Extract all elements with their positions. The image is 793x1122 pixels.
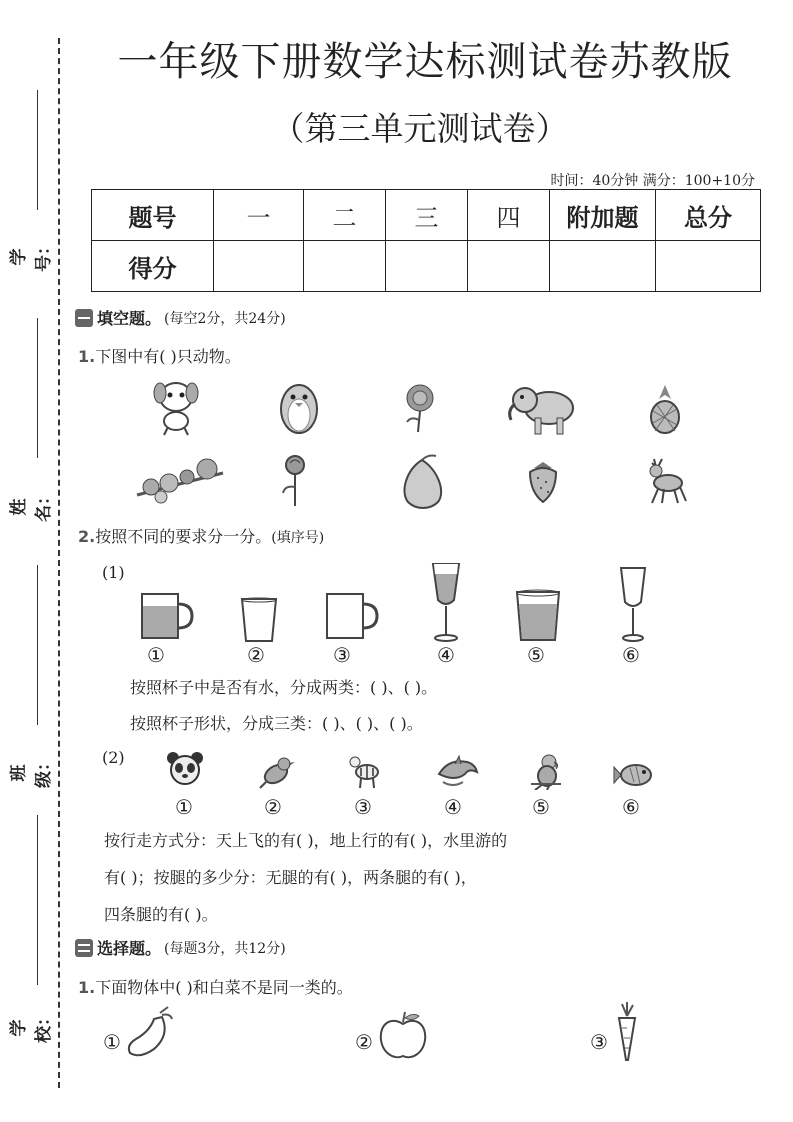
cup-label: ③ — [333, 643, 351, 667]
animal-sort-line-1: 按行走方式分：天上飞的有( )，地上行的有( )，水里游的 — [104, 831, 508, 850]
animal-label: ④ — [444, 795, 462, 819]
section1-title: 填空题。 — [97, 309, 162, 328]
cup-label: ⑥ — [622, 643, 640, 667]
option-1-label[interactable]: ① — [103, 1030, 121, 1054]
cup-label: ② — [247, 643, 265, 667]
question-2-1 — [78, 975, 353, 998]
score-table — [91, 189, 761, 292]
section1-note: (每空2分，共24分) — [164, 310, 286, 327]
score-cell[interactable] — [386, 241, 468, 292]
wine-glass-empty-icon — [618, 564, 648, 642]
cup-sort-line-1: 按照杯子中是否有水，分成两类：( )、( )。 — [130, 678, 438, 697]
section-two-icon — [75, 939, 93, 957]
part-1-label: (1) — [102, 563, 125, 582]
fish-icon — [612, 760, 656, 790]
option-2-label[interactable]: ② — [355, 1030, 373, 1054]
score-row-label: 得分 — [92, 241, 214, 292]
deer-icon — [640, 455, 688, 507]
score-header-cell: 附加题 — [550, 190, 656, 241]
score-header-cell: 四 — [468, 190, 550, 241]
school-label: 学校： — [9, 1009, 54, 1043]
elephant-icon — [505, 380, 580, 438]
exam-meta: 时间：40分钟 满分：100+10分 — [550, 173, 755, 189]
score-table-score-row — [92, 241, 761, 292]
score-header-cell: 题号 — [92, 190, 214, 241]
penguin-icon — [275, 377, 323, 437]
section2-heading — [75, 936, 286, 959]
question-1-2 — [78, 524, 324, 547]
pomelo-icon — [398, 452, 446, 510]
section1-heading — [75, 306, 286, 329]
score-table-header-row — [92, 190, 761, 241]
question-text: 下面物体中( )和白菜不是同一类的。 — [95, 978, 353, 997]
strawberry-icon — [526, 458, 560, 504]
parrot-icon — [527, 752, 565, 790]
question-text: 按照不同的要求分一分。 — [95, 527, 272, 546]
puppy-icon — [150, 375, 202, 437]
binding-dashed-line — [58, 38, 60, 1088]
plain-glass-with-water-icon — [515, 588, 561, 642]
question-1-1 — [78, 344, 241, 367]
score-cell[interactable] — [468, 241, 550, 292]
animal-label: ① — [175, 795, 193, 819]
animal-label: ⑤ — [532, 795, 550, 819]
animal-sort-line-2: 有( )；按腿的多少分：无腿的有( )，两条腿的有( )， — [104, 868, 477, 887]
option-3-label[interactable]: ③ — [590, 1030, 608, 1054]
mug-empty-icon — [325, 590, 380, 642]
zebra-icon — [347, 752, 383, 790]
apple-icon — [377, 1010, 429, 1062]
animal-label: ② — [264, 795, 282, 819]
pineapple-icon — [645, 383, 685, 435]
eggplant-icon — [124, 1005, 176, 1061]
class-label: 班级： — [9, 754, 54, 788]
score-cell[interactable] — [214, 241, 304, 292]
student-no-line — [37, 90, 38, 210]
question-number: 2. — [78, 527, 96, 546]
animal-label: ⑥ — [622, 795, 640, 819]
plain-glass-empty-icon — [240, 597, 278, 643]
question-text: 下图中有( )只动物。 — [95, 347, 241, 366]
animal-label: ③ — [354, 795, 372, 819]
student-no-label: 学号： — [9, 238, 54, 272]
score-cell[interactable] — [656, 241, 761, 292]
section2-note: (每题3分，共12分) — [164, 940, 286, 957]
name-label: 姓名： — [9, 488, 54, 522]
cup-label: ① — [147, 643, 165, 667]
wine-glass-with-water-icon — [430, 560, 462, 642]
score-header-cell: 三 — [386, 190, 468, 241]
bird-icon — [258, 752, 296, 790]
cup-label: ⑤ — [527, 643, 545, 667]
animal-sort-line-3: 四条腿的有( )。 — [104, 905, 218, 924]
section2-title: 选择题。 — [97, 939, 162, 958]
part-2-label: (2) — [102, 748, 125, 767]
score-header-cell: 总分 — [656, 190, 761, 241]
flowering-branch-icon — [135, 455, 225, 505]
page-subtitle: （第三单元测试卷） — [271, 109, 569, 148]
question-number: 1. — [78, 978, 96, 997]
score-cell[interactable] — [304, 241, 386, 292]
rose-icon — [280, 453, 310, 508]
page-title: 一年级下册数学达标测试卷苏教版 — [117, 39, 733, 85]
mug-with-water-icon — [140, 590, 195, 642]
carnation-flower-icon — [400, 382, 440, 434]
score-cell[interactable] — [550, 241, 656, 292]
school-line — [37, 815, 38, 985]
dolphin-icon — [435, 752, 479, 790]
cup-label: ④ — [437, 643, 455, 667]
section-one-icon — [75, 309, 93, 327]
question-note: (填序号) — [271, 530, 325, 546]
name-line — [37, 318, 38, 458]
carrot-icon — [612, 1002, 642, 1062]
cup-sort-line-2: 按照杯子形状，分成三类：( )、( )、( )。 — [130, 714, 423, 733]
panda-icon — [165, 750, 205, 790]
question-number: 1. — [78, 347, 96, 366]
class-line — [37, 565, 38, 725]
score-header-cell: 一 — [214, 190, 304, 241]
score-header-cell: 二 — [304, 190, 386, 241]
